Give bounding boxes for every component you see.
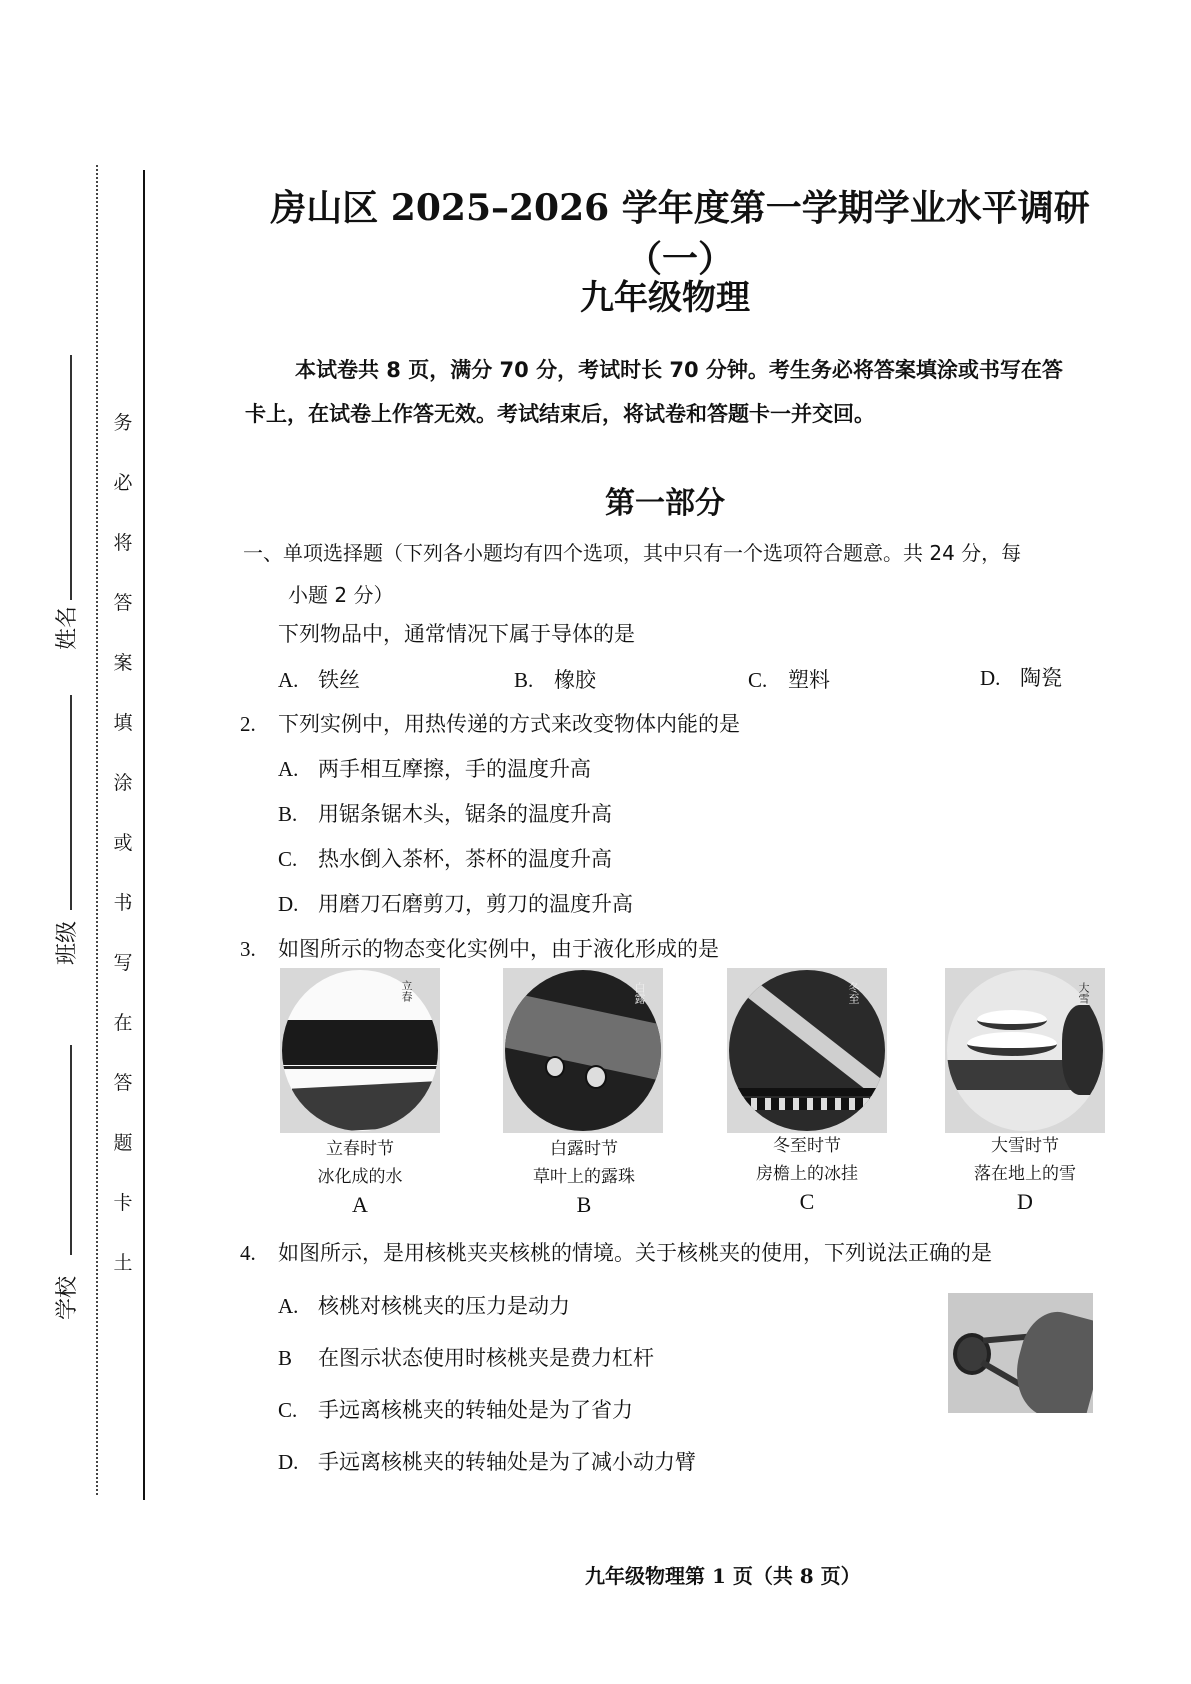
notice-char: 在 (113, 1012, 133, 1034)
question-1-option-a[interactable] (278, 664, 360, 694)
option-text: 用锯条锯木头，锯条的温度升高 (318, 802, 612, 826)
notice-char: 或 (113, 832, 133, 854)
question-1-option-b[interactable] (514, 664, 596, 694)
photo-tag: 立春 (400, 980, 413, 1002)
photo-tag: 大雪 (1077, 982, 1090, 1004)
question-1-stem: 下列物品中，通常情况下属于导体的是 (278, 622, 635, 646)
option-text: 陶瓷 (1020, 666, 1062, 690)
section-heading-line-2: 小题 2 分） (288, 583, 394, 607)
question-1-option-d[interactable] (980, 662, 1062, 692)
section-heading (243, 532, 1148, 616)
question-text: 下列实例中，用热传递的方式来改变物体内能的是 (278, 712, 740, 736)
notice-char: 题 (113, 1132, 133, 1154)
photo-tag: 冬至 (847, 982, 860, 1004)
photo-c-dongzhi (727, 968, 887, 1133)
notice-char: 务 (113, 412, 133, 434)
option-text: 在图示状态使用时核桃夹是费力杠杆 (318, 1346, 654, 1370)
option-text: 手远离核桃夹的转轴处是为了减小动力臂 (318, 1450, 696, 1474)
notice-char: 将 (113, 532, 133, 554)
instructions-line-2: 卡上，在试卷上作答无效。考试结束后，将试卷和答题卡一并交回。 (245, 402, 875, 426)
notice-char: 必 (113, 472, 133, 494)
notice-char: 写 (113, 952, 133, 974)
option-text: 两手相互摩擦，手的温度升高 (318, 757, 591, 781)
question-2-option-a[interactable] (278, 753, 591, 783)
photo-a-lichun (280, 968, 440, 1133)
notice-char: 填 (113, 712, 133, 734)
question-number: 4. (240, 1241, 256, 1265)
question-4-option-d[interactable] (278, 1446, 696, 1476)
photo-c-caption (707, 1132, 907, 1216)
notice-char: 案 (113, 652, 133, 674)
caption-line: 草叶上的露珠 (533, 1167, 635, 1187)
question-2-option-b[interactable] (278, 798, 612, 828)
page-footer: 九年级物理第 1 页（共 8 页） (585, 1564, 861, 1588)
photo-d-caption (925, 1132, 1125, 1216)
name-field-line[interactable] (70, 355, 72, 600)
question-2-option-c[interactable] (278, 843, 612, 873)
option-text: 铁丝 (318, 668, 360, 692)
option-letter: A. (278, 1294, 299, 1318)
notice-char: 书 (113, 892, 133, 914)
option-c-label[interactable]: C (799, 1189, 815, 1214)
option-letter: D. (278, 1450, 299, 1474)
option-letter: A. (278, 668, 299, 692)
binding-notice (110, 410, 136, 1310)
nutcracker-photo (948, 1293, 1093, 1413)
photo-tag: 白露 (633, 982, 646, 1004)
class-field-label: 班级 (55, 920, 80, 965)
school-field-label: 学校 (55, 1275, 80, 1320)
subject-title: 九年级物理 (580, 278, 750, 318)
option-letter: B. (514, 668, 534, 692)
caption-line: 落在地上的雪 (974, 1164, 1076, 1184)
notice-char: 土 (113, 1252, 133, 1274)
name-field-label: 姓名 (55, 605, 80, 650)
option-text: 塑料 (788, 668, 830, 692)
option-b-label[interactable]: B (576, 1192, 592, 1217)
question-text: 如图所示的物态变化实例中，由于液化形成的是 (278, 937, 719, 961)
option-letter: D. (980, 666, 1001, 690)
notice-char: 答 (113, 592, 133, 614)
option-letter: A. (278, 757, 299, 781)
caption-line: 房檐上的冰挂 (756, 1164, 858, 1184)
option-letter: C. (748, 668, 768, 692)
question-2-stem (240, 708, 740, 738)
notice-char: 答 (113, 1072, 133, 1094)
option-d-label[interactable]: D (1017, 1189, 1033, 1214)
class-field-line[interactable] (70, 695, 72, 910)
option-letter: C. (278, 1398, 298, 1422)
caption-line: 大雪时节 (991, 1136, 1059, 1156)
option-text: 橡胶 (554, 668, 596, 692)
photo-d-daxue (945, 968, 1105, 1133)
question-number: 2. (240, 712, 256, 736)
photo-a-caption (260, 1135, 460, 1219)
question-3-stem (240, 933, 719, 963)
notice-char: 涂 (113, 772, 133, 794)
question-number: 3. (240, 937, 256, 961)
photo-b-caption (484, 1135, 684, 1219)
option-letter: D. (278, 892, 299, 916)
question-2-option-d[interactable] (278, 888, 633, 918)
question-4-option-a[interactable] (278, 1290, 570, 1320)
option-text: 热水倒入茶杯，茶杯的温度升高 (318, 847, 612, 871)
notice-char: 卡 (113, 1192, 133, 1214)
option-letter: B (278, 1346, 293, 1370)
school-field-line[interactable] (70, 1045, 72, 1255)
option-a-label[interactable]: A (352, 1192, 368, 1217)
question-4-option-c[interactable] (278, 1394, 633, 1424)
instructions-line-1: 本试卷共 8 页，满分 70 分，考试时长 70 分钟。考生务必将答案填涂或书写在答 (295, 358, 1063, 382)
exam-instructions (245, 348, 1145, 436)
section-heading-line-1: 一、单项选择题（下列各小题均有四个选项，其中只有一个选项符合题意。共 24 分，每 (243, 541, 1022, 565)
question-text: 如图所示，是用核桃夹夹核桃的情境。关于核桃夹的使用，下列说法正确的是 (278, 1241, 992, 1265)
option-text: 核桃对核桃夹的压力是动力 (318, 1294, 570, 1318)
question-4-stem (240, 1237, 992, 1267)
binding-line (143, 170, 145, 1500)
option-letter: B. (278, 802, 298, 826)
option-text: 手远离核桃夹的转轴处是为了省力 (318, 1398, 633, 1422)
option-text: 用磨刀石磨剪刀，剪刀的温度升高 (318, 892, 633, 916)
photo-b-bailu (503, 968, 663, 1133)
question-4-option-b[interactable] (278, 1342, 654, 1372)
part-title: 第一部分 (605, 486, 725, 521)
caption-line: 冰化成的水 (317, 1167, 403, 1187)
exam-title: 房山区 2025–2026 学年度第一学期学业水平调研（一） (270, 187, 1090, 280)
caption-line: 冬至时节 (773, 1136, 841, 1156)
caption-line: 白露时节 (550, 1139, 618, 1159)
cut-line-dotted (96, 165, 98, 1495)
question-1-option-c[interactable] (748, 664, 830, 694)
caption-line: 立春时节 (326, 1139, 394, 1159)
option-letter: C. (278, 847, 298, 871)
